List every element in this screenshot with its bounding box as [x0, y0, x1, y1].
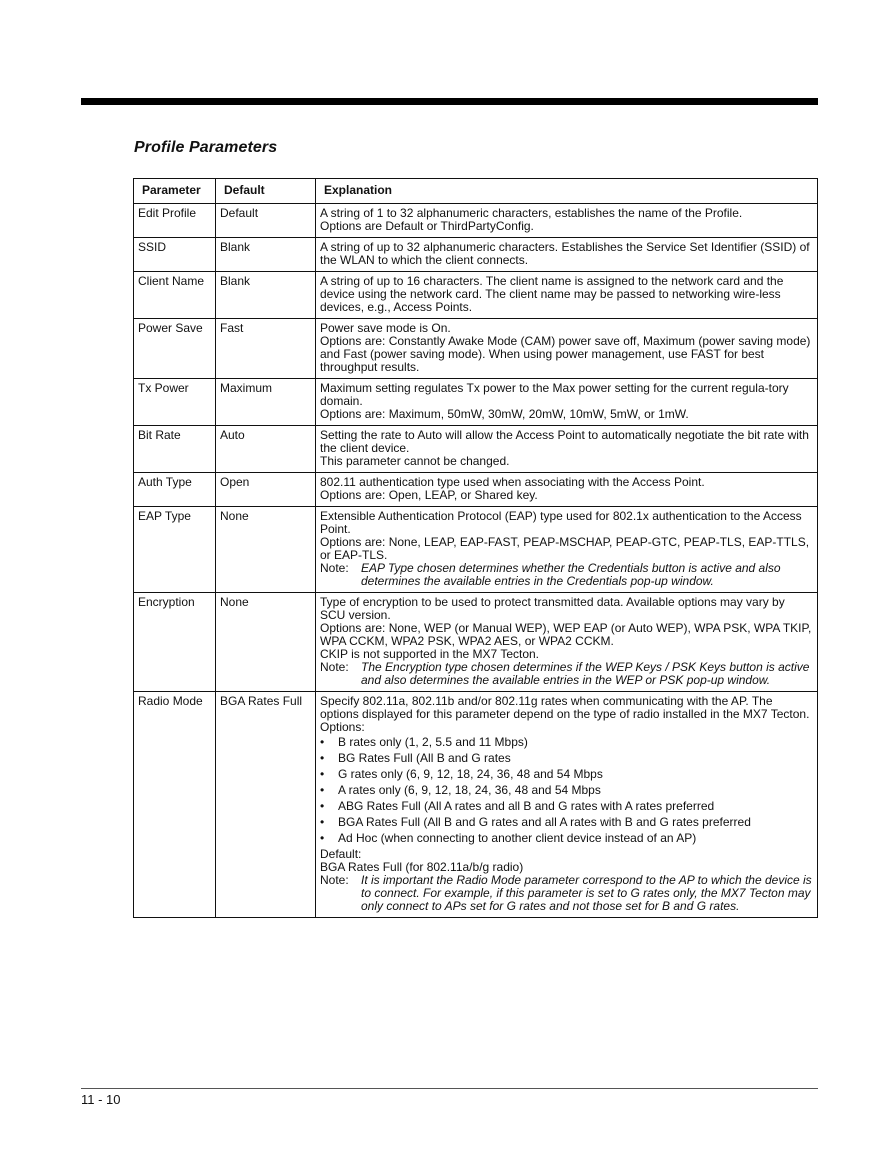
default-cell: None	[216, 593, 316, 692]
option-text: Ad Hoc (when connecting to another client device instead of an AP)	[338, 831, 697, 845]
default-cell: BGA Rates Full	[216, 692, 316, 918]
profile-parameters-table	[133, 178, 818, 918]
explanation-line: Options are: Constantly Awake Mode (CAM) power save off, Maximum (power saving mode) and Fast (power saving mode). When using power management, use FAST for best throughput results.	[320, 334, 811, 374]
option-item	[320, 800, 813, 813]
option-text: BG Rates Full (All B and G rates	[338, 751, 511, 765]
parameter-cell: Radio Mode	[134, 692, 216, 918]
parameter-cell: Power Save	[134, 319, 216, 379]
explanation-line: Maximum setting regulates Tx power to the Max power setting for the current regula-tory domain.	[320, 381, 789, 408]
note-block	[320, 874, 813, 913]
option-text: B rates only (1, 2, 5.5 and 11 Mbps)	[338, 735, 528, 749]
default-cell: Default	[216, 204, 316, 238]
footer-rule	[81, 1088, 818, 1089]
bullet-glyph: •	[320, 783, 325, 797]
parameter-cell: Tx Power	[134, 379, 216, 426]
explanation-line: Type of encryption to be used to protect transmitted data. Available options may vary by SCU version.	[320, 595, 785, 622]
note-label: Note:	[320, 561, 349, 575]
bullet-glyph: •	[320, 751, 325, 765]
explanation-cell	[316, 473, 818, 507]
note-label: Note:	[320, 873, 349, 887]
table-row	[134, 379, 818, 426]
default-cell: Fast	[216, 319, 316, 379]
option-item	[320, 752, 813, 765]
default-cell: Maximum	[216, 379, 316, 426]
explanation-line: Options are: None, LEAP, EAP-FAST, PEAP-MSCHAP, PEAP-GTC, PEAP-TLS, EAP-TTLS, or EAP-TLS.	[320, 535, 810, 562]
default-cell: Blank	[216, 238, 316, 272]
table-row	[134, 204, 818, 238]
explanation-line: A string of up to 32 alphanumeric characters. Establishes the Service Set Identifier (SSID) of the WLAN to which the client connects.	[320, 240, 810, 267]
option-text: BGA Rates Full (All B and G rates and all A rates with B and G rates preferred	[338, 815, 751, 829]
column-header-default: Default	[216, 179, 316, 204]
explanation-line: Specify 802.11a, 802.11b and/or 802.11g rates when communicating with the AP. The options displayed for this parameter depend on the type of radio installed in the MX7 Tecton.	[320, 694, 810, 721]
table-row	[134, 238, 818, 272]
option-text: ABG Rates Full (All A rates and all B and G rates with A rates preferred	[338, 799, 715, 813]
parameter-cell: EAP Type	[134, 507, 216, 593]
explanation-line: Power save mode is On.	[320, 321, 451, 335]
bullet-glyph: •	[320, 767, 325, 781]
note-label: Note:	[320, 660, 349, 674]
explanation-cell	[316, 319, 818, 379]
default-cell: Blank	[216, 272, 316, 319]
explanation-cell	[316, 379, 818, 426]
option-item	[320, 768, 813, 781]
option-item	[320, 784, 813, 797]
parameter-cell: Edit Profile	[134, 204, 216, 238]
header-rule	[81, 98, 818, 105]
parameter-cell: SSID	[134, 238, 216, 272]
explanation-cell	[316, 204, 818, 238]
explanation-line: Default:	[320, 847, 362, 861]
table-row	[134, 473, 818, 507]
table-header-row	[134, 179, 818, 204]
table-row	[134, 593, 818, 692]
explanation-cell	[316, 426, 818, 473]
page-number: 11 - 10	[81, 1092, 121, 1107]
note-text: It is important the Radio Mode parameter correspond to the AP to which the device is to connect. For example, if this parameter is set to G rates only, the MX7 Tecton may only connect to APs set for G rates and not those set for B and G rates.	[361, 873, 812, 913]
bullet-glyph: •	[320, 735, 325, 749]
explanation-line: Options are: None, WEP (or Manual WEP), WEP EAP (or Auto WEP), WPA PSK, WPA TKIP, WPA CCKM, WPA2 PSK, WPA2 AES, or WPA2 CCKM.	[320, 621, 812, 648]
default-cell: None	[216, 507, 316, 593]
option-text: A rates only (6, 9, 12, 18, 24, 36, 48 and 54 Mbps	[338, 783, 601, 797]
bullet-glyph: •	[320, 831, 325, 845]
explanation-cell	[316, 692, 818, 918]
page-title: Profile Parameters	[134, 139, 278, 156]
explanation-cell	[316, 593, 818, 692]
explanation-line: Extensible Authentication Protocol (EAP) type used for 802.1x authentication to the Access Point.	[320, 509, 802, 536]
explanation-line: A string of 1 to 32 alphanumeric characters, establishes the name of the Profile.	[320, 206, 743, 220]
column-header-explanation: Explanation	[316, 179, 818, 204]
option-item	[320, 736, 813, 749]
parameter-cell: Auth Type	[134, 473, 216, 507]
explanation-line: BGA Rates Full (for 802.11a/b/g radio)	[320, 860, 524, 874]
explanation-cell	[316, 238, 818, 272]
note-text: EAP Type chosen determines whether the Credentials button is active and also determines the available entries in the Credentials pop-up window.	[361, 561, 781, 588]
table-row	[134, 507, 818, 593]
note-block	[320, 562, 813, 588]
note-text: The Encryption type chosen determines if the WEP Keys / PSK Keys button is active and also determines the available entries in the WEP or PSK pop-up window.	[361, 660, 810, 687]
explanation-cell	[316, 507, 818, 593]
explanation-line: CKIP is not supported in the MX7 Tecton.	[320, 647, 540, 661]
explanation-line: 802.11 authentication type used when associating with the Access Point.	[320, 475, 705, 489]
explanation-line: Setting the rate to Auto will allow the Access Point to automatically negotiate the bit rate with the client device.	[320, 428, 809, 455]
explanation-line: This parameter cannot be changed.	[320, 454, 510, 468]
table-row	[134, 272, 818, 319]
explanation-line: Options are Default or ThirdPartyConfig.	[320, 219, 534, 233]
option-text: G rates only (6, 9, 12, 18, 24, 36, 48 and 54 Mbps	[338, 767, 603, 781]
explanation-line: Options:	[320, 720, 365, 734]
bullet-glyph: •	[320, 815, 325, 829]
explanation-line: Options are: Open, LEAP, or Shared key.	[320, 488, 538, 502]
table-row	[134, 692, 818, 918]
table-row	[134, 426, 818, 473]
parameter-cell: Client Name	[134, 272, 216, 319]
explanation-line: Options are: Maximum, 50mW, 30mW, 20mW, 10mW, 5mW, or 1mW.	[320, 407, 689, 421]
column-header-parameter: Parameter	[134, 179, 216, 204]
bullet-glyph: •	[320, 799, 325, 813]
parameter-cell: Bit Rate	[134, 426, 216, 473]
option-list	[320, 736, 813, 845]
option-item	[320, 816, 813, 829]
table-row	[134, 319, 818, 379]
explanation-cell	[316, 272, 818, 319]
parameter-cell: Encryption	[134, 593, 216, 692]
option-item	[320, 832, 813, 845]
default-cell: Open	[216, 473, 316, 507]
explanation-line: A string of up to 16 characters. The client name is assigned to the network card and the device using the network card. The client name may be passed to networking wire-less devices, e.g., Access Points.	[320, 274, 784, 314]
note-block	[320, 661, 813, 687]
default-cell: Auto	[216, 426, 316, 473]
